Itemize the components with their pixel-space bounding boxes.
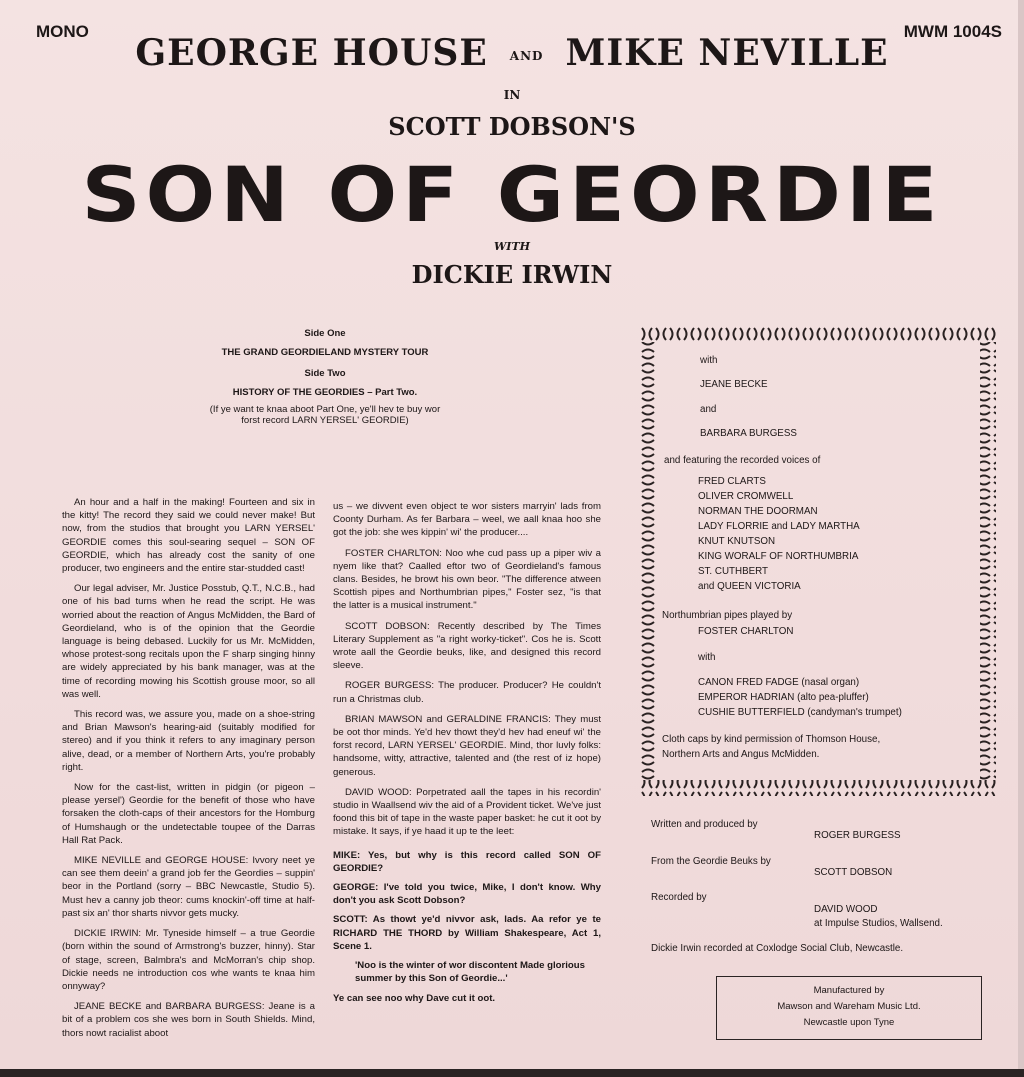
credit-instrument: CUSHIE BUTTERFIELD (candyman's trumpet): [698, 707, 902, 718]
recorded-name: DAVID WOOD: [814, 904, 878, 915]
credit-voice: KING WORALF OF NORTHUMBRIA: [698, 551, 859, 562]
written-label: Written and produced by: [651, 819, 758, 830]
credit-jeane-becke: JEANE BECKE: [700, 379, 768, 390]
notes-paragraph: DICKIE IRWIN: Mr. Tyneside himself – a true Geordie (born within the sound of Armstrong's buzzer, hinny). Star of stage, screen, Balmbra's and McMorran's chip shop. Dickie needs ne introduction cos whe wants te knaa him onnyway?: [62, 928, 315, 992]
notes-paragraph: us – we divvent even object te wor sisters marryin' lads from Coonty Durham. As fer Barbara – weel, we aall knaa hoo she got the job: she wes kippin' wi' the producer....: [333, 501, 601, 539]
credit-voice: OLIVER CROMWELL: [698, 491, 794, 502]
credit-instrument: CANON FRED FADGE (nasal organ): [698, 677, 860, 688]
artists-heading: [0, 32, 1024, 74]
credit-voice: ST. CUTHBERT: [698, 566, 769, 577]
mono-label: MONO: [36, 22, 89, 41]
side-one-title: THE GRAND GEORDIELAND MYSTERY TOUR: [221, 347, 429, 358]
side-two-label: Side Two: [304, 368, 346, 379]
in-word: IN: [503, 88, 521, 102]
credit-and: and: [700, 404, 717, 415]
notes-paragraph: BRIAN MAWSON and GERALDINE FRANCIS: They must be oot thor minds. Ye'd hev thowt they'd hev had eneuf wi' the forst record, LARN YERSEL' GEORDIE. Mind, thor luvly folks: handsome, witty, attractive, talented and (the rest of iz hope) generous.: [333, 713, 601, 778]
credit-voice: FRED CLARTS: [698, 476, 766, 487]
recorded-label: Recorded by: [651, 892, 707, 903]
notes-paragraph: JEANE BECKE and BARBARA BURGESS: Jeane is a bit of a problem cos she wes born in South Shields. Mind, thors nowt racialist aboot: [62, 1001, 315, 1039]
sleeve-bottom-edge: [0, 1069, 1024, 1077]
credit-foster-charlton: FOSTER CHARLTON: [698, 626, 794, 637]
beuks-name: SCOTT DOBSON: [814, 867, 893, 878]
catalogue-number: MWM 1004S: [903, 22, 1002, 41]
credit-voice: LADY FLORRIE and LADY MARTHA: [698, 521, 860, 532]
manufacturer-line-3: Newcastle upon Tyne: [803, 1017, 895, 1028]
credit-voice: and QUEEN VICTORIA: [698, 581, 801, 592]
credit-with: with: [700, 355, 718, 366]
notes-paragraph: MIKE NEVILLE and GEORGE HOUSE: Ivvory neet ye can see them deein' a grand job fer the Geordies – suppin' beor in the Portland (sorry – BBC Newcastle, Studio 5). Must hev a canny job theor: cums knockin'-off time at half-past six an' thor sharts nivvor gets mucky.: [62, 855, 315, 919]
dialogue-mike: MIKE: Yes, but why is this record called SON OF GEORDIE?: [333, 849, 601, 874]
and-word: AND: [509, 49, 544, 63]
credit-cloth-caps-1: Cloth caps by kind permission of Thomson House,: [662, 734, 881, 745]
credit-voice: NORMAN THE DOORMAN: [698, 506, 818, 517]
dickie-recording-note: Dickie Irwin recorded at Coxlodge Social Club, Newcastle.: [651, 943, 904, 954]
manufacturer-line-2: Mawson and Wareham Music Ltd.: [777, 1001, 921, 1012]
beuks-label: From the Geordie Beuks by: [651, 856, 771, 867]
with-word: WITH: [493, 240, 531, 253]
credit-featuring: and featuring the recorded voices of: [664, 455, 821, 466]
notes-paragraph: ROGER BURGESS: The producer. Producer? He couldn't run a Christmas club.: [333, 680, 601, 705]
side-one-label: Side One: [304, 328, 346, 339]
notes-paragraph: Our legal adviser, Mr. Justice Posstub, Q.T., N.C.B., had one of his bad turns when he read the script. He was worried about the reaction of Angus McMidden, the Bard of Geordieland, who is of the opinion that the Geordie language is being debased. Luckily for us Mr. McMidden, whose protest-song recitals upon the F sharp singing hinny are widely appreciated by his bank manager, was at the time of recording mowing his Scottish grouse moor, so all was well.: [62, 583, 315, 700]
dialogue-scott: SCOTT: As thowt ye'd nivvor ask, lads. Aa refor ye te RICHARD THE THORD by William Shakespeare, Act 1, Scene 1.: [333, 914, 601, 952]
credits-frame: [640, 326, 996, 796]
presenter-heading: SCOTT DOBSON'S: [388, 112, 636, 141]
notes-paragraph: Now for the cast-list, written in pidgin (or pigeon – please yersel') Geordie for the benefit of those who have forsaken the cloth-caps of their ancestors for the Homburg of Humshaugh or the undetectable toupee of the Darras Hall Rat Pack.: [62, 782, 315, 846]
notes-column-2: [333, 500, 601, 1011]
side-note-1: (If ye want te knaa aboot Part One, ye'll hev te buy wor: [209, 404, 441, 415]
artist-mike-neville: MIKE NEVILLE: [565, 32, 889, 74]
notes-paragraph: DAVID WOOD: Porpetrated aall the tapes in his recordin' studio in Waallsend wiv the aid of a Provident ticket. We've just foond this bit of tape in the waste paper basket: he cut it oot by mistake. It says, if ye haad it up te the leet:: [333, 786, 601, 838]
tape-dialogue: [333, 849, 601, 1005]
credit-with-2: with: [698, 652, 716, 663]
credit-voice: KNUT KNUTSON: [698, 536, 776, 547]
credit-barbara-burgess: BARBARA BURGESS: [700, 428, 797, 439]
manufacturer-box: [716, 976, 982, 1040]
dialogue-quote: 'Noo is the winter of wor discontent Made glorious summer by this Son of Geordie...': [355, 960, 585, 985]
notes-paragraph: FOSTER CHARLTON: Noo whe cud pass up a piper wiv a nyem like that? Caalled eftor two of Geordieland's famous clans. Besides, he browt his own beor. "The difference atween Scottish pipes and Northumbrian pipes," Foster sez, "is that the latter is a musical instrument.": [333, 547, 601, 612]
artist-george-house: GEORGE HOUSE: [135, 32, 488, 74]
side-note-2: forst record LARN YERSEL' GEORDIE): [241, 415, 409, 426]
notes-paragraph: An hour and a half in the making! Fourteen and six in the kitty! The record they said we could never make! But now, from the studios that brought you LARN YERSEL' GEORDIE comes this soul-searing sequel – SON OF GEORDIE, which has already cost the sanity of one producer, two engineers and the entire star-studded cast!: [62, 497, 315, 575]
credit-instrument: EMPEROR HADRIAN (alto pea-pluffer): [698, 692, 869, 703]
manufacturer-line-1: Manufactured by: [813, 985, 885, 996]
album-title: SON OF GEORDIE: [81, 151, 943, 240]
notes-paragraph: SCOTT DOBSON: Recently described by The Times Literary Supplement as "a right worky-ticket". Cos he is. Scott wrote aall the Geordie beuks, like, and designed this record sleeve.: [333, 620, 601, 672]
side-two-title: HISTORY OF THE GEORDIES – Part Two.: [232, 387, 418, 398]
credit-cloth-caps-2: Northern Arts and Angus McMidden.: [662, 749, 820, 760]
dialogue-george: GEORGE: I've told you twice, Mike, I don't know. Why don't you ask Scott Dobson?: [333, 882, 601, 907]
dialogue-closing: Ye can see noo why Dave cut it oot.: [333, 992, 496, 1004]
credit-pipes: Northumbrian pipes played by: [662, 610, 793, 621]
guest-heading: DICKIE IRWIN: [411, 260, 613, 289]
notes-paragraph: This record was, we assure you, made on a shoe-string and Brian Mawson's hearing-aid (suitably modified for stereo) and if you think it refers to any imaginary person alive, dead, or a member of Northern Arts, you're probably right.: [62, 709, 315, 773]
side-listing: [150, 328, 500, 426]
notes-column-1: [62, 496, 315, 1047]
recorded-place: at Impulse Studios, Wallsend.: [814, 918, 943, 929]
written-name: ROGER BURGESS: [814, 830, 901, 841]
